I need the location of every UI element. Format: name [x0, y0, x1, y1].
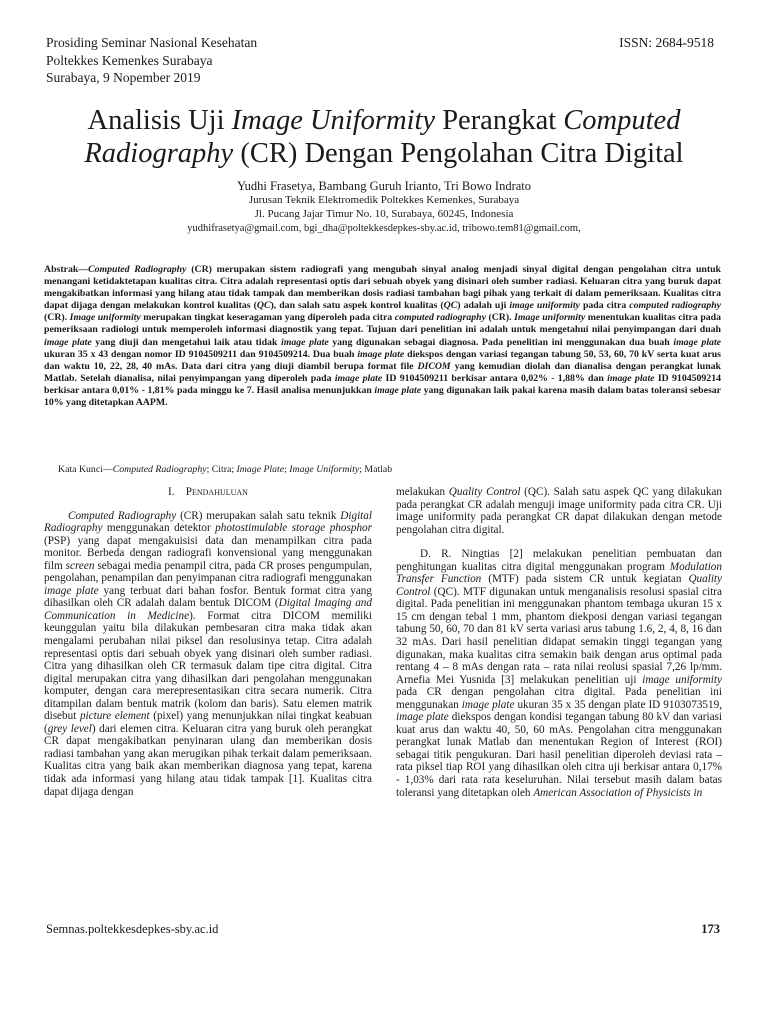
author-list: Yudhi Frasetya, Bambang Guruh Irianto, Tri Bowo Indrato	[236, 179, 532, 193]
header-line-1: Prosiding Seminar Nasional Kesehatan	[46, 35, 258, 50]
section-heading: I. Pendahuluan	[168, 486, 248, 498]
paper-title: Analisis Uji Image Uniformity Perangkat Computed Radiography (CR) Dengan Pengolahan Citra Digital	[84, 105, 684, 169]
footer-url: Semnas.poltekkesdepkes-sby.ac.id	[46, 922, 219, 936]
affiliation-line-1: Jurusan Teknik Elektromedik Poltekkes Kemenkes, Surabaya	[248, 194, 520, 206]
related-work-paragraph: D. R. Ningtias [2] melakukan penelitian pembuatan dan penghitungan kualitas citra digital menggunakan program Modulation Transfer Function (MTF) pada sistem CR untuk kegiatan Quality Control (QC). MTF digunakan untuk menganalisis resolusi spasial citra digital. Pada penelitian ini menggunakan phantom tembaga ukuran 15 x 15 cm dengan tebal 1 mm, phantom diekposi dengan variasi tegangan tabung 50, 60, 70 dan 81 kV serta variasi arus tabung 1.6, 2, 4, 8, 16 dan 32 mAs. Dari hasil penelitian didapat semakin tinggi tegangan yang digunakan, maka kualitas citra semakin baik dengan arus optimal pada rentang 4 – 8 mAs dengan rata – rata nilai reolusi spasial 7,26 lp/mm. Arnefia Mei Yusnida [3] melakukan penelitian uji image uniformity pada CR dengan pengolahan citra digital. Pada penelitian ini menggunakan image plate ukuran 35 x 35 dengan plate ID 9103073519, image plate diekspos dengan kondisi tegangan tabung 80 kV dan variasi kuat arus dan waktu 40, 50, 60 mAs. Pengolahan citra menggunakan perangkat lunak Matlab dan menentukan Region of Interest (ROI) sebagai titik pengukuran. Dari hasil penelitian diperoleh deviasi rata – rata piksel tiap ROI yang dihasilkan oleh citra uji berkisar antara 0,17% - 1,03% dari rata rata keseluruhan. Nilai tersebut masih dalam batas toleransi yang ditetapkan oleh American Association of Physicists in	[396, 548, 722, 799]
proceedings-header	[46, 34, 257, 87]
page-number: 173	[701, 922, 720, 936]
issn-label: ISSN: 2684-9518	[619, 35, 714, 50]
intro-paragraph: Computed Radiography (CR) merupakan salah satu teknik Digital Radiography menggunakan detektor photostimulable storage phosphor (PSP) yang dapat mengakuisisi data dan menampilkan citra pada monitor. Berbeda dengan radiografi konvensional yang menggunakan film screen sebagai media penampil citra, pada CR proses pengumpulan, pengolahan, penampilan dan penyimpanan citra radiografi menggunakan image plate yang terbuat dari bahan fosfor. Bentuk format citra yang dihasilkan oleh CR adalah dalam bentuk DICOM (Digital Imaging and Communication in Medicine). Format citra DICOM memiliki keunggulan yaitu bila dilakukan pembesaran citra maka tidak akan mengalami perubahan nilai piksel dan resolusinya tetap. Citra adalah representasi optis dari sebuah obyek yang disinari oleh sumber radiasi. Citra yang dihasilkan oleh CR termasuk dalam tipe citra digital. Citra digital merupakan citra yang dihasilkan dari pengolahan menggunakan komputer, dengan cara merepresentasikan citra secara numerik. Citra ditampilan dalam bentuk matrik (kolom dan baris). Satu elemen matrik disebut picture element (pixel) yang menunjukkan nilai tingkat keabuan (grey level) dari elemen citra. Keluaran citra yang buruk oleh perangkat CR dapat mengakibatkan penyinaran ulang dan memberikan dosis radiasi tambahan yang akan merugikan pihak terkait dalam pemeriksaan. Kualitas citra yang baik akan memberikan diagnosa yang tepat, karena tidak ada informasi yang hilang atau tidak tampak [1]. Kualitas citra dapat dijaga dengan	[44, 509, 372, 798]
keywords: Kata Kunci—Computed Radiography; Citra; Image Plate; Image Uniformity; Matlab	[58, 464, 393, 475]
affiliation-line-2: Jl. Pucang Jajar Timur No. 10, Surabaya, 60245, Indonesia	[254, 207, 514, 220]
header-line-2: Poltekkes Kemenkes Surabaya	[46, 52, 213, 68]
affiliation	[0, 194, 768, 221]
right-column	[396, 486, 722, 799]
continued-paragraph: melakukan Quality Control (QC). Salah satu aspek QC yang dilakukan pada perangkat CR adalah menguji image uniformity pada citra CR. Uji image uniformity pada perangkat CR dapat dilakukan dengan metode pengolahan citra digital.	[396, 486, 722, 536]
header-line-3: Surabaya, 9 Nopember 2019	[46, 70, 201, 85]
author-emails: yudhifrasetya@gmail.com, bgi_dha@poltekkesdepkes-sby.ac.id, tribowo.tem81@gmail.com,	[187, 223, 581, 234]
abstract: Abstrak—Computed Radiography (CR) merupakan sistem radiografi yang mengubah sinyal analog menjadi sinyal digital dengan pengolahan citra untuk menangani ketidaktetapan kualitas citra. Citra adalah representasi optis dari sebuah obyek yang disinari oleh sumber radiasi. Keluaran citra yang buruk dapat mengakibatkan informasi yang hilang atau tidak tampak dan memberikan dosis radiasi tambahan bagi pihak yang terkait di dalam pemeriksaan. Kualitas citra dapat dijaga dengan melakukan kontrol kualitas (QC), dan salah satu aspek kontrol kualitas (QC) adalah uji image uniformity pada citra computed radiography (CR). Image uniformity merupakan tingkat keseragaman yang diperoleh pada citra computed radiography (CR). Image uniformity menentukan kualitas citra pada pemeriksaan radiologi untuk memperoleh informasi diagnostik yang tepat. Tujuan dari penelitian ini adalah untuk mengetahui nilai penyimpangan dari duah image plate yang diuji dan mengetahui laik atau tidak image plate yang digunakan sebagai diagnosa. Pada penelitian ini menggunakan dua buah image plate ukuran 35 x 43 dengan nomor ID 9104509211 dan 9104509214. Dua buah image plate diekspos dengan variasi tegangan tabung 50, 53, 60, 70 kV serta kuat arus dan waktu 10, 22, 28, 40 mAs. Data dari citra yang diuji diambil berupa format file DICOM yang kemudian diolah dan dianalisa dengan perangkat lunak Matlab. Setelah dianalisa, nilai penyimpangan yang diperoleh pada image plate ID 9104509211 berkisar antara 0,02% - 1,88% dan image plate ID 9104509214 berkisar antara 0,01% - 1,81% pada minggu ke 7. Hasil analisa menunjukkan image plate yang digunakan laik pakai karena masih dalam batas toleransi sebesar 10% yang ditetapkan AAPM.	[44, 264, 722, 409]
left-column	[44, 486, 372, 798]
